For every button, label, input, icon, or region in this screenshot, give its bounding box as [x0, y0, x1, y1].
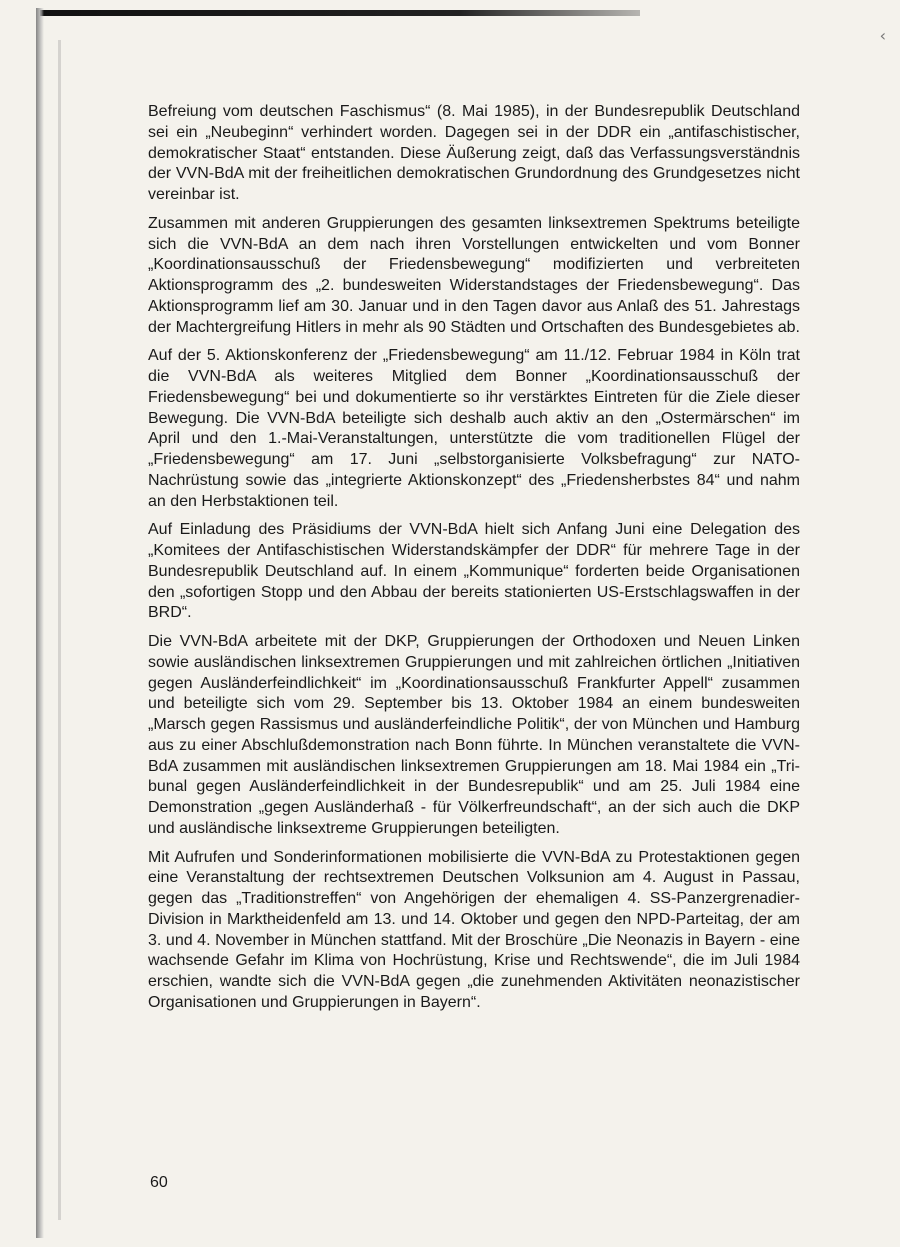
- paragraph: Die VVN-BdA arbeitete mit der DKP, Gruppierungen der Orthodoxen und Neuen Linken sowie ausländischen linksextremen Gruppierungen und mit zahlreichen örtlichen „Initiativen gegen Ausländerfeindlichkeit“ im „Koordinationsausschuß Frankfurter Appell“ zusammen und beteiligte sich vom 29. September bis 13. Oktober 1984 an einem bundesweiten „Marsch gegen Rassismus und ausländerfeindliche Politik“, der von München und Hamburg aus zu einer Abschlußdemonstration nach Bonn führte. In München veranstaltete die VVN-BdA zusammen mit ausländischen linksextremen Gruppierungen am 18. Mai 1984 ein „Tribunal gegen Ausländerfeindlichkeit in der Bundesrepublik“ und am 25. Juli 1984 eine Demonstration „gegen Ausländerhaß - für Völkerfreundschaft“, an der sich auch die DKP und ausländische linksextreme Gruppierungen beteiligten.: [148, 633, 800, 837]
- binding-line: [58, 40, 61, 1220]
- corner-mark-icon: ‹: [879, 26, 886, 45]
- body-text: [148, 102, 800, 1022]
- paragraph: Zusammen mit anderen Gruppierungen des gesamten linksextremen Spektrums beteiligte sich die VVN-BdA an dem nach ihren Vorstellungen entwickelten und vom Bonner „Koordinationsausschuß der Friedensbewegung“ modifizierten und verbreiteten Aktionsprogramm des „2. bundesweiten Widerstandstages der Friedensbewegung“. Das Aktionsprogramm lief am 30. Januar und in den Tagen davor aus Anlaß des 51. Jahrestags der Machtergreifung Hitlers in mehr als 90 Städten und Ortschaften des Bundesgebietes ab.: [148, 214, 800, 336]
- paragraph: Befreiung vom deutschen Faschismus“ (8. Mai 1985), in der Bundesrepublik Deutschland sei ein „Neubeginn“ verhindert worden. Dagegen sei in der DDR ein „antifaschistischer, demokratischer Staat“ entstanden. Diese Äußerung zeigt, daß das Verfassungsverständnis der VVN-BdA mit der freiheitlichen demokratischen Grundordnung des Grundgesetzes nicht vereinbar ist.: [148, 103, 800, 203]
- paragraph: Auf der 5. Aktionskonferenz der „Friedensbewegung“ am 11./12. Februar 1984 in Köln trat die VVN-BdA als weiteres Mitglied dem Bonner „Koordinationsausschuß der Friedensbewegung“ bei und dokumentierte so ihr verstärktes Eintreten für die Ziele dieser Bewegung. Die VVN-BdA beteiligte sich deshalb auch aktiv an den „Ostermärschen“ im April und den 1.-Mai-Veranstaltungen, unterstützte die vom traditionellen Flügel der „Friedensbewegung“ am 17. Juni „selbstorganisierte Volksbefragung“ zur NATO-Nachrüstung sowie das „integrierte Aktionskonzept“ des „Friedensherbstes 84“ und nahm an den Herbstaktionen teil.: [148, 347, 800, 510]
- binding-shadow: [36, 8, 44, 1238]
- paragraph: Mit Aufrufen und Sonderinformationen mobilisierte die VVN-BdA zu Protestaktionen gegen eine Veranstaltung der rechtsextremen Deutschen Volksunion am 4. August in Passau, gegen das „Traditionstreffen“ von Angehörigen der ehemaligen 4. SS-Panzergrenadier-Division in Marktheidenfeld am 13. und 14. Oktober und gegen den NPD-Parteitag, der am 3. und 4. November in München stattfand. Mit der Broschüre „Die Neonazis in Bayern - eine wachsende Gefahr im Klima von Hochrüstung, Krise und Rechtswende“, die im Juli 1984 erschien, wandte sich die VVN-BdA gegen „die zunehmenden Aktivitäten neonazistischer Organisationen und Gruppierungen in Bayern“.: [148, 848, 800, 1011]
- top-rule: [40, 10, 640, 16]
- page-number: 60: [150, 1174, 168, 1191]
- paragraph: Auf Einladung des Präsidiums der VVN-BdA hielt sich Anfang Juni eine Delegation des „Komitees der Antifaschistischen Widerstandskämpfer der DDR“ für mehrere Tage in der Bundesrepublik Deutschland auf. In einem „Kommunique“ forderten beide Organisationen den „sofortigen Stopp und den Abbau der bereits stationierten US-Erstschlagswaffen in der BRD“.: [148, 521, 800, 622]
